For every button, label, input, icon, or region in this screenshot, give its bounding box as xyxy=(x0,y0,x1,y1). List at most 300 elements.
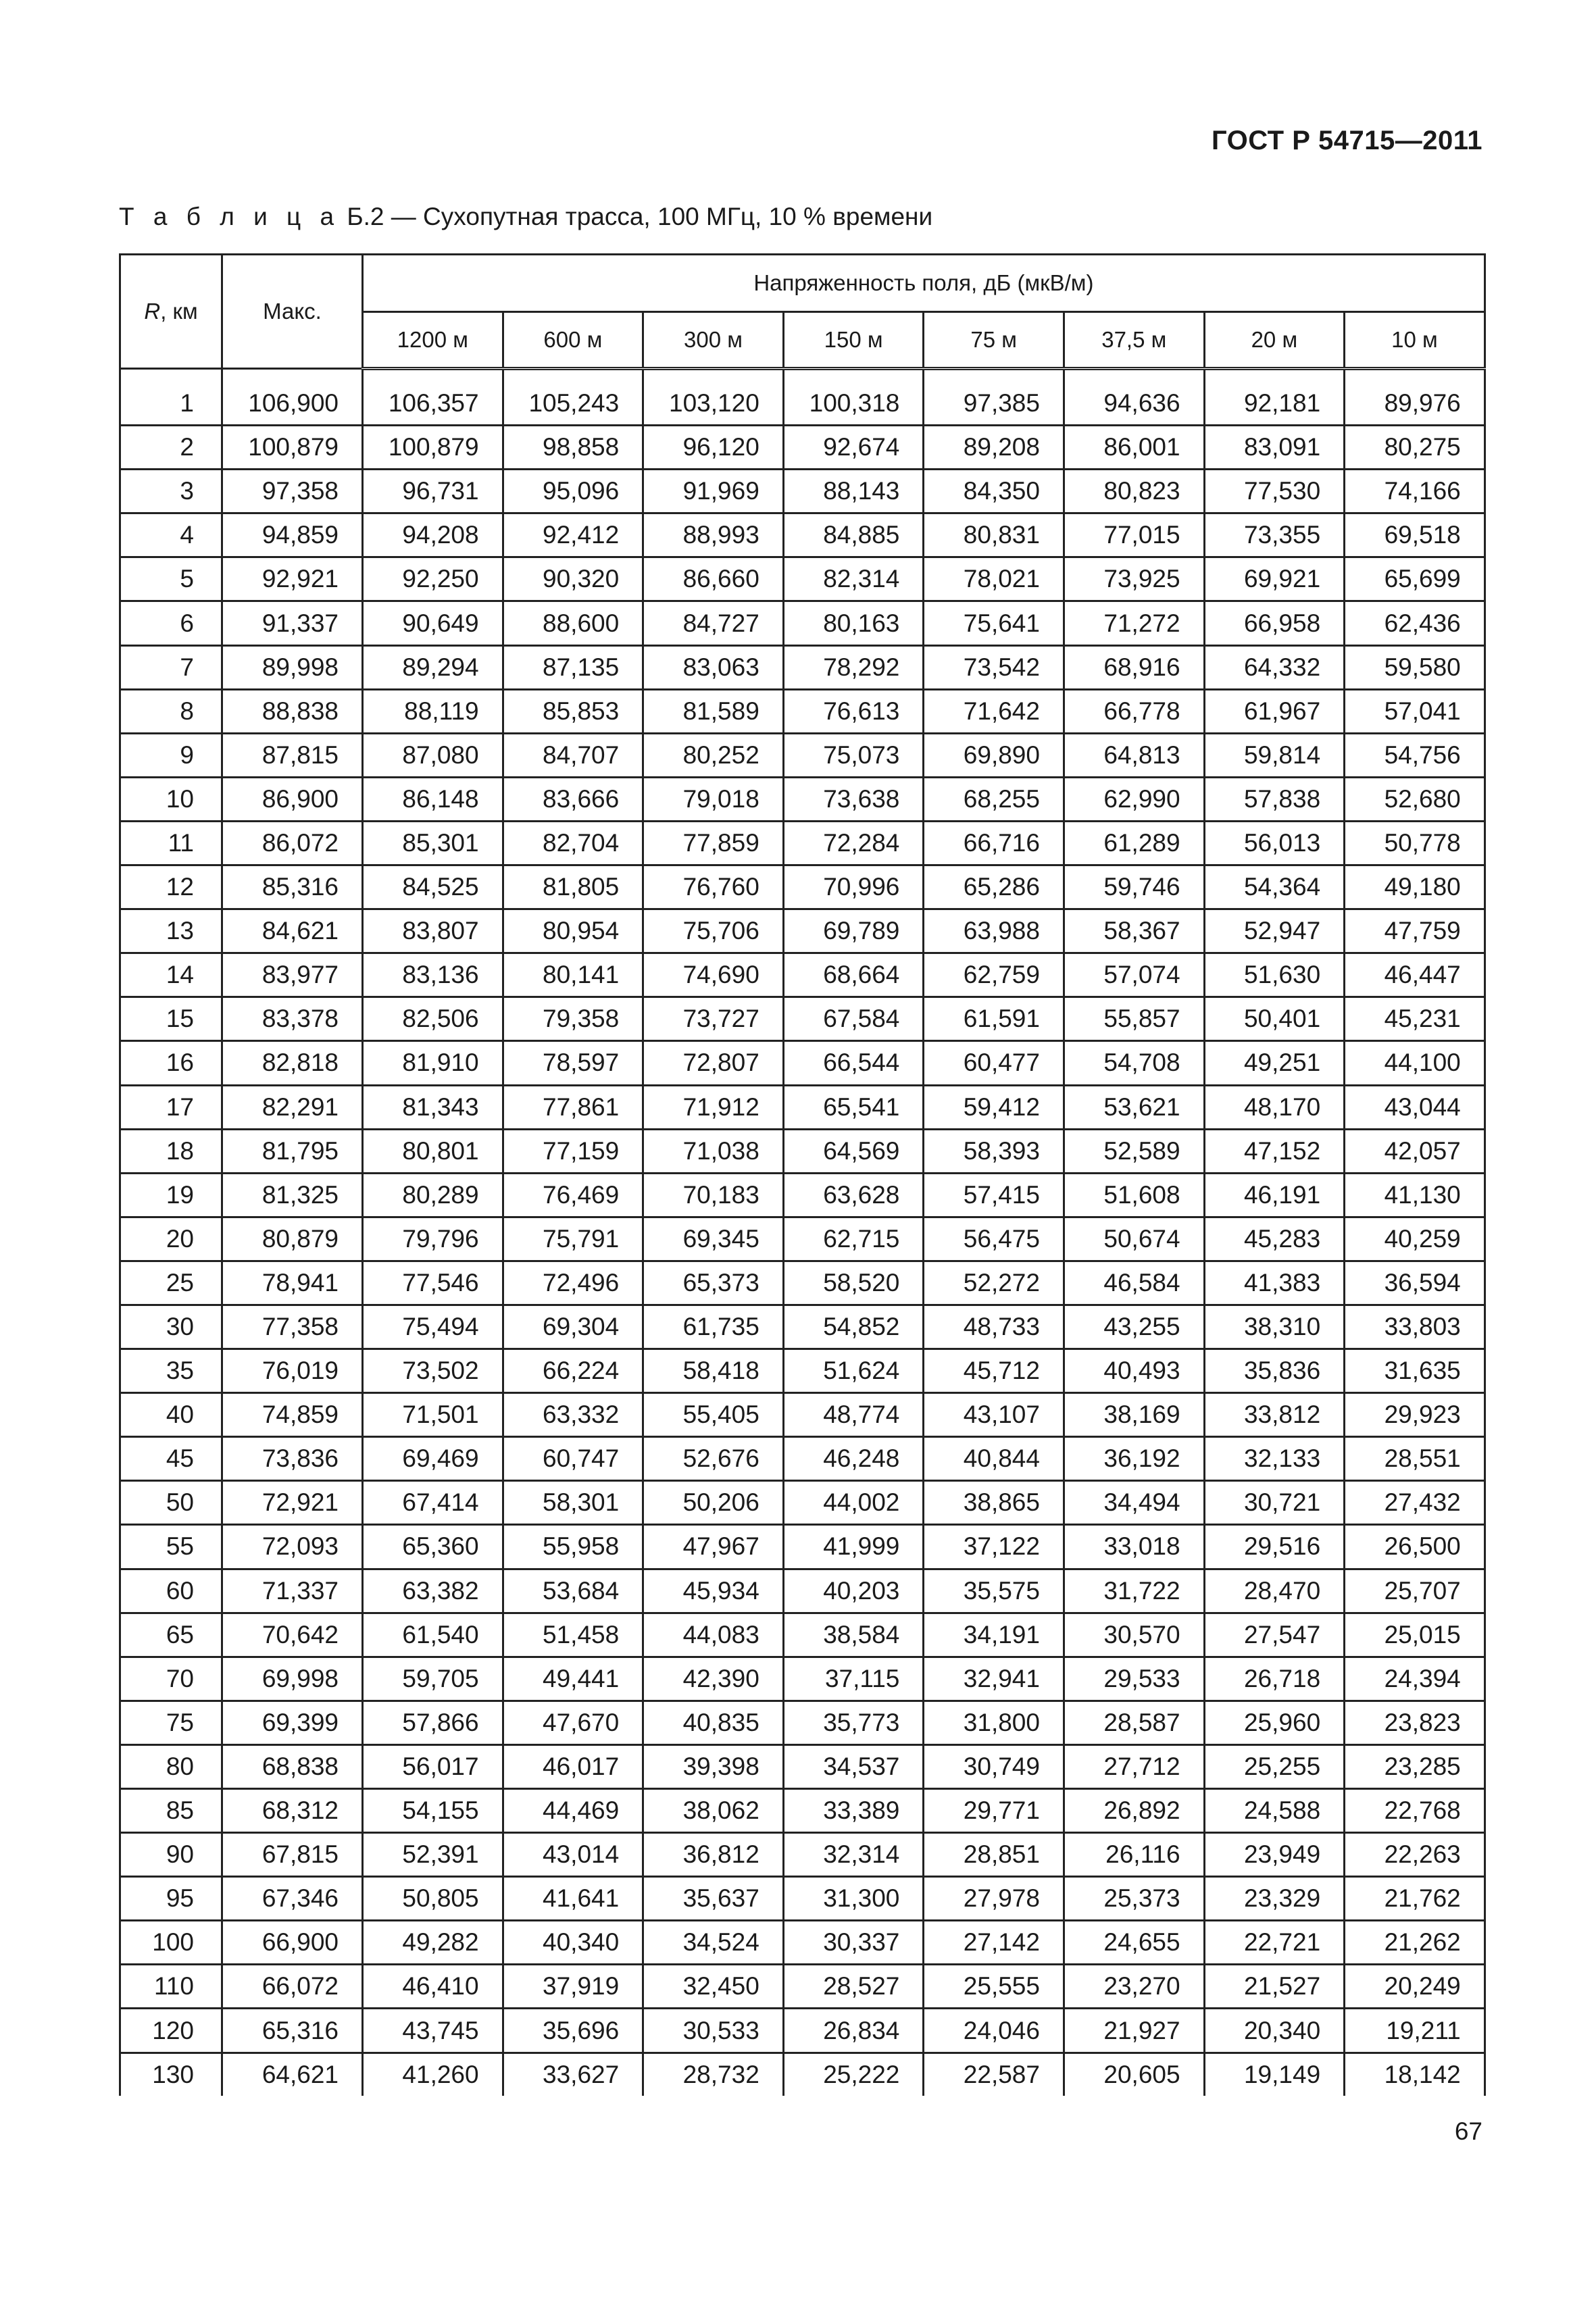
value-cell: 40,259 xyxy=(1345,1217,1485,1261)
distance-cell: 6 xyxy=(120,601,222,645)
value-cell: 86,148 xyxy=(363,777,503,821)
value-cell: 33,812 xyxy=(1204,1393,1345,1437)
value-cell: 48,170 xyxy=(1204,1085,1345,1129)
value-cell: 72,496 xyxy=(503,1261,643,1305)
value-cell: 22,768 xyxy=(1345,1789,1485,1833)
value-cell: 53,621 xyxy=(1064,1085,1204,1129)
table-row xyxy=(120,426,1485,470)
value-cell: 47,967 xyxy=(643,1525,784,1569)
value-cell: 88,600 xyxy=(503,601,643,645)
spacer-cell xyxy=(1345,369,1485,383)
value-cell: 48,733 xyxy=(924,1305,1064,1349)
max-cell: 70,642 xyxy=(222,1613,363,1657)
value-cell: 82,506 xyxy=(363,997,503,1041)
value-cell: 68,916 xyxy=(1064,645,1204,689)
distance-cell: 14 xyxy=(120,953,222,997)
value-cell: 82,314 xyxy=(783,557,924,601)
value-cell: 63,332 xyxy=(503,1393,643,1437)
value-cell: 54,756 xyxy=(1345,733,1485,777)
value-cell: 66,958 xyxy=(1204,601,1345,645)
value-cell: 35,836 xyxy=(1204,1349,1345,1393)
value-cell: 29,771 xyxy=(924,1789,1064,1833)
distance-cell: 130 xyxy=(120,2053,222,2096)
value-cell: 27,432 xyxy=(1345,1481,1485,1525)
value-cell: 41,641 xyxy=(503,1877,643,1921)
value-cell: 87,080 xyxy=(363,733,503,777)
value-cell: 58,367 xyxy=(1064,909,1204,953)
max-cell: 76,019 xyxy=(222,1349,363,1393)
value-cell: 80,289 xyxy=(363,1173,503,1217)
distance-cell: 13 xyxy=(120,909,222,953)
table-row xyxy=(120,513,1485,557)
value-cell: 57,866 xyxy=(363,1701,503,1744)
value-cell: 65,286 xyxy=(924,865,1064,909)
distance-cell: 55 xyxy=(120,1525,222,1569)
table-row xyxy=(120,1041,1485,1085)
distance-cell: 65 xyxy=(120,1613,222,1657)
value-cell: 23,329 xyxy=(1204,1877,1345,1921)
max-cell: 67,346 xyxy=(222,1877,363,1921)
spacer-cell xyxy=(643,369,784,383)
value-cell: 69,304 xyxy=(503,1305,643,1349)
table-row xyxy=(120,777,1485,821)
max-cell: 72,921 xyxy=(222,1481,363,1525)
max-cell: 64,621 xyxy=(222,2053,363,2096)
max-cell: 100,879 xyxy=(222,426,363,470)
value-cell: 64,569 xyxy=(783,1129,924,1173)
max-cell: 87,815 xyxy=(222,733,363,777)
table-row xyxy=(120,1569,1485,1613)
value-cell: 45,283 xyxy=(1204,1217,1345,1261)
value-cell: 29,923 xyxy=(1345,1393,1485,1437)
value-cell: 41,999 xyxy=(783,1525,924,1569)
value-cell: 75,641 xyxy=(924,601,1064,645)
value-cell: 74,690 xyxy=(643,953,784,997)
table-row xyxy=(120,470,1485,513)
table-row xyxy=(120,1129,1485,1173)
value-cell: 78,292 xyxy=(783,645,924,689)
value-cell: 84,707 xyxy=(503,733,643,777)
value-cell: 25,255 xyxy=(1204,1744,1345,1788)
max-cell: 66,072 xyxy=(222,1965,363,2009)
value-cell: 63,988 xyxy=(924,909,1064,953)
table-row xyxy=(120,1525,1485,1569)
value-cell: 24,655 xyxy=(1064,1921,1204,1965)
value-cell: 49,251 xyxy=(1204,1041,1345,1085)
value-cell: 81,910 xyxy=(363,1041,503,1085)
table-row xyxy=(120,1085,1485,1129)
value-cell: 77,861 xyxy=(503,1085,643,1129)
value-cell: 19,149 xyxy=(1204,2053,1345,2096)
value-cell: 79,018 xyxy=(643,777,784,821)
value-cell: 76,469 xyxy=(503,1173,643,1217)
max-cell: 81,325 xyxy=(222,1173,363,1217)
value-cell: 25,555 xyxy=(924,1965,1064,2009)
value-cell: 71,912 xyxy=(643,1085,784,1129)
value-cell: 97,385 xyxy=(924,382,1064,426)
value-cell: 58,301 xyxy=(503,1481,643,1525)
value-cell: 61,540 xyxy=(363,1613,503,1657)
max-cell: 89,998 xyxy=(222,645,363,689)
value-cell: 89,976 xyxy=(1345,382,1485,426)
header-height: 75 м xyxy=(924,312,1064,369)
header-distance-unit: , км xyxy=(160,299,198,324)
value-cell: 71,501 xyxy=(363,1393,503,1437)
value-cell: 81,589 xyxy=(643,689,784,733)
value-cell: 76,613 xyxy=(783,689,924,733)
header-spacer-row xyxy=(120,369,1485,383)
table-row xyxy=(120,1305,1485,1349)
value-cell: 31,635 xyxy=(1345,1349,1485,1393)
value-cell: 50,805 xyxy=(363,1877,503,1921)
table-row xyxy=(120,1217,1485,1261)
value-cell: 54,852 xyxy=(783,1305,924,1349)
value-cell: 41,383 xyxy=(1204,1261,1345,1305)
value-cell: 57,041 xyxy=(1345,689,1485,733)
value-cell: 55,958 xyxy=(503,1525,643,1569)
value-cell: 77,530 xyxy=(1204,470,1345,513)
value-cell: 66,224 xyxy=(503,1349,643,1393)
value-cell: 47,759 xyxy=(1345,909,1485,953)
value-cell: 47,152 xyxy=(1204,1129,1345,1173)
value-cell: 23,823 xyxy=(1345,1701,1485,1744)
value-cell: 30,533 xyxy=(643,2009,784,2053)
value-cell: 25,222 xyxy=(783,2053,924,2096)
value-cell: 69,345 xyxy=(643,1217,784,1261)
value-cell: 54,155 xyxy=(363,1789,503,1833)
value-cell: 100,318 xyxy=(783,382,924,426)
value-cell: 43,044 xyxy=(1345,1085,1485,1129)
distance-cell: 70 xyxy=(120,1657,222,1701)
value-cell: 84,350 xyxy=(924,470,1064,513)
table-row xyxy=(120,645,1485,689)
value-cell: 23,285 xyxy=(1345,1744,1485,1788)
distance-cell: 80 xyxy=(120,1744,222,1788)
value-cell: 59,412 xyxy=(924,1085,1064,1129)
field-strength-table xyxy=(119,253,1486,2096)
value-cell: 94,208 xyxy=(363,513,503,557)
value-cell: 80,831 xyxy=(924,513,1064,557)
value-cell: 31,722 xyxy=(1064,1569,1204,1613)
value-cell: 84,885 xyxy=(783,513,924,557)
distance-cell: 18 xyxy=(120,1129,222,1173)
value-cell: 41,130 xyxy=(1345,1173,1485,1217)
header-height: 1200 м xyxy=(363,312,503,369)
value-cell: 58,520 xyxy=(783,1261,924,1305)
value-cell: 37,115 xyxy=(783,1657,924,1701)
value-cell: 72,807 xyxy=(643,1041,784,1085)
distance-cell: 45 xyxy=(120,1437,222,1481)
table-row xyxy=(120,997,1485,1041)
max-cell: 77,358 xyxy=(222,1305,363,1349)
value-cell: 37,122 xyxy=(924,1525,1064,1569)
value-cell: 59,814 xyxy=(1204,733,1345,777)
value-cell: 28,732 xyxy=(643,2053,784,2096)
value-cell: 32,133 xyxy=(1204,1437,1345,1481)
value-cell: 46,410 xyxy=(363,1965,503,2009)
value-cell: 59,705 xyxy=(363,1657,503,1701)
value-cell: 77,159 xyxy=(503,1129,643,1173)
value-cell: 66,716 xyxy=(924,821,1064,865)
distance-cell: 100 xyxy=(120,1921,222,1965)
value-cell: 84,525 xyxy=(363,865,503,909)
value-cell: 26,718 xyxy=(1204,1657,1345,1701)
max-cell: 85,316 xyxy=(222,865,363,909)
distance-cell: 60 xyxy=(120,1569,222,1613)
value-cell: 83,136 xyxy=(363,953,503,997)
max-cell: 83,977 xyxy=(222,953,363,997)
value-cell: 35,637 xyxy=(643,1877,784,1921)
value-cell: 89,294 xyxy=(363,645,503,689)
value-cell: 67,584 xyxy=(783,997,924,1041)
value-cell: 27,547 xyxy=(1204,1613,1345,1657)
spacer-cell xyxy=(503,369,643,383)
value-cell: 25,015 xyxy=(1345,1613,1485,1657)
value-cell: 34,494 xyxy=(1064,1481,1204,1525)
value-cell: 81,343 xyxy=(363,1085,503,1129)
value-cell: 42,057 xyxy=(1345,1129,1485,1173)
value-cell: 40,493 xyxy=(1064,1349,1204,1393)
caption-prefix: Т а б л и ц а xyxy=(119,203,341,230)
value-cell: 40,203 xyxy=(783,1569,924,1613)
value-cell: 33,389 xyxy=(783,1789,924,1833)
value-cell: 51,624 xyxy=(783,1349,924,1393)
value-cell: 40,844 xyxy=(924,1437,1064,1481)
distance-cell: 11 xyxy=(120,821,222,865)
caption-text: Б.2 — Сухопутная трасса, 100 МГц, 10 % времени xyxy=(340,203,933,230)
value-cell: 73,727 xyxy=(643,997,784,1041)
value-cell: 91,969 xyxy=(643,470,784,513)
spacer-cell xyxy=(924,369,1064,383)
value-cell: 92,181 xyxy=(1204,382,1345,426)
value-cell: 55,405 xyxy=(643,1393,784,1437)
value-cell: 35,575 xyxy=(924,1569,1064,1613)
value-cell: 28,470 xyxy=(1204,1569,1345,1613)
table-row xyxy=(120,2053,1485,2096)
distance-cell: 17 xyxy=(120,1085,222,1129)
value-cell: 32,314 xyxy=(783,1833,924,1877)
value-cell: 27,142 xyxy=(924,1921,1064,1965)
value-cell: 35,773 xyxy=(783,1701,924,1744)
value-cell: 24,394 xyxy=(1345,1657,1485,1701)
value-cell: 21,927 xyxy=(1064,2009,1204,2053)
value-cell: 63,382 xyxy=(363,1569,503,1613)
value-cell: 38,310 xyxy=(1204,1305,1345,1349)
value-cell: 56,013 xyxy=(1204,821,1345,865)
value-cell: 64,332 xyxy=(1204,645,1345,689)
max-cell: 71,337 xyxy=(222,1569,363,1613)
value-cell: 33,627 xyxy=(503,2053,643,2096)
value-cell: 43,255 xyxy=(1064,1305,1204,1349)
value-cell: 21,762 xyxy=(1345,1877,1485,1921)
value-cell: 61,591 xyxy=(924,997,1064,1041)
value-cell: 90,649 xyxy=(363,601,503,645)
value-cell: 64,813 xyxy=(1064,733,1204,777)
value-cell: 30,570 xyxy=(1064,1613,1204,1657)
value-cell: 83,091 xyxy=(1204,426,1345,470)
distance-cell: 110 xyxy=(120,1965,222,2009)
value-cell: 44,083 xyxy=(643,1613,784,1657)
value-cell: 71,038 xyxy=(643,1129,784,1173)
value-cell: 85,853 xyxy=(503,689,643,733)
value-cell: 57,415 xyxy=(924,1173,1064,1217)
distance-cell: 30 xyxy=(120,1305,222,1349)
table-row xyxy=(120,382,1485,426)
value-cell: 47,670 xyxy=(503,1701,643,1744)
value-cell: 60,747 xyxy=(503,1437,643,1481)
value-cell: 39,398 xyxy=(643,1744,784,1788)
value-cell: 74,166 xyxy=(1345,470,1485,513)
distance-cell: 7 xyxy=(120,645,222,689)
value-cell: 80,141 xyxy=(503,953,643,997)
table-row xyxy=(120,953,1485,997)
value-cell: 21,262 xyxy=(1345,1921,1485,1965)
max-cell: 73,836 xyxy=(222,1437,363,1481)
value-cell: 50,778 xyxy=(1345,821,1485,865)
table-row xyxy=(120,1349,1485,1393)
distance-cell: 15 xyxy=(120,997,222,1041)
value-cell: 22,587 xyxy=(924,2053,1064,2096)
distance-cell: 75 xyxy=(120,1701,222,1744)
value-cell: 20,605 xyxy=(1064,2053,1204,2096)
value-cell: 24,046 xyxy=(924,2009,1064,2053)
spacer-cell xyxy=(1064,369,1204,383)
value-cell: 65,699 xyxy=(1345,557,1485,601)
distance-cell: 19 xyxy=(120,1173,222,1217)
value-cell: 71,272 xyxy=(1064,601,1204,645)
value-cell: 46,248 xyxy=(783,1437,924,1481)
max-cell: 92,921 xyxy=(222,557,363,601)
value-cell: 56,475 xyxy=(924,1217,1064,1261)
value-cell: 89,208 xyxy=(924,426,1064,470)
value-cell: 82,704 xyxy=(503,821,643,865)
table-row xyxy=(120,1393,1485,1437)
value-cell: 57,074 xyxy=(1064,953,1204,997)
value-cell: 84,727 xyxy=(643,601,784,645)
value-cell: 32,941 xyxy=(924,1657,1064,1701)
value-cell: 25,373 xyxy=(1064,1877,1204,1921)
value-cell: 23,949 xyxy=(1204,1833,1345,1877)
value-cell: 34,191 xyxy=(924,1613,1064,1657)
header-distance-symbol: R xyxy=(144,299,161,324)
table-row xyxy=(120,733,1485,777)
value-cell: 78,021 xyxy=(924,557,1064,601)
value-cell: 33,803 xyxy=(1345,1305,1485,1349)
header-distance xyxy=(120,255,222,369)
value-cell: 28,851 xyxy=(924,1833,1064,1877)
value-cell: 49,282 xyxy=(363,1921,503,1965)
value-cell: 73,502 xyxy=(363,1349,503,1393)
value-cell: 65,541 xyxy=(783,1085,924,1129)
value-cell: 52,589 xyxy=(1064,1129,1204,1173)
value-cell: 62,990 xyxy=(1064,777,1204,821)
value-cell: 69,789 xyxy=(783,909,924,953)
value-cell: 38,865 xyxy=(924,1481,1064,1525)
value-cell: 43,014 xyxy=(503,1833,643,1877)
value-cell: 51,630 xyxy=(1204,953,1345,997)
value-cell: 22,263 xyxy=(1345,1833,1485,1877)
table-row xyxy=(120,1657,1485,1701)
header-height: 300 м xyxy=(643,312,784,369)
table-row xyxy=(120,1789,1485,1833)
value-cell: 83,807 xyxy=(363,909,503,953)
max-cell: 86,900 xyxy=(222,777,363,821)
value-cell: 49,180 xyxy=(1345,865,1485,909)
value-cell: 86,001 xyxy=(1064,426,1204,470)
value-cell: 73,355 xyxy=(1204,513,1345,557)
header-height: 150 м xyxy=(783,312,924,369)
distance-cell: 8 xyxy=(120,689,222,733)
value-cell: 96,731 xyxy=(363,470,503,513)
max-cell: 94,859 xyxy=(222,513,363,557)
value-cell: 77,015 xyxy=(1064,513,1204,557)
value-cell: 70,996 xyxy=(783,865,924,909)
header-max: Макс. xyxy=(222,255,363,369)
value-cell: 69,890 xyxy=(924,733,1064,777)
value-cell: 66,544 xyxy=(783,1041,924,1085)
table-row xyxy=(120,909,1485,953)
value-cell: 51,608 xyxy=(1064,1173,1204,1217)
max-cell: 66,900 xyxy=(222,1921,363,1965)
value-cell: 96,120 xyxy=(643,426,784,470)
value-cell: 20,340 xyxy=(1204,2009,1345,2053)
table-row xyxy=(120,1481,1485,1525)
value-cell: 52,391 xyxy=(363,1833,503,1877)
value-cell: 22,721 xyxy=(1204,1921,1345,1965)
value-cell: 81,805 xyxy=(503,865,643,909)
value-cell: 85,301 xyxy=(363,821,503,865)
header-height: 37,5 м xyxy=(1064,312,1204,369)
value-cell: 54,708 xyxy=(1064,1041,1204,1085)
value-cell: 88,143 xyxy=(783,470,924,513)
spacer-cell xyxy=(222,369,363,383)
max-cell: 88,838 xyxy=(222,689,363,733)
value-cell: 20,249 xyxy=(1345,1965,1485,2009)
page-number: 67 xyxy=(1454,2117,1482,2145)
value-cell: 69,518 xyxy=(1345,513,1485,557)
value-cell: 31,300 xyxy=(783,1877,924,1921)
value-cell: 98,858 xyxy=(503,426,643,470)
value-cell: 28,587 xyxy=(1064,1701,1204,1744)
value-cell: 56,017 xyxy=(363,1744,503,1788)
max-cell: 65,316 xyxy=(222,2009,363,2053)
table-row xyxy=(120,1437,1485,1481)
value-cell: 75,706 xyxy=(643,909,784,953)
value-cell: 80,823 xyxy=(1064,470,1204,513)
table-row xyxy=(120,1921,1485,1965)
value-cell: 30,749 xyxy=(924,1744,1064,1788)
value-cell: 92,674 xyxy=(783,426,924,470)
value-cell: 21,527 xyxy=(1204,1965,1345,2009)
distance-cell: 1 xyxy=(120,382,222,426)
value-cell: 77,859 xyxy=(643,821,784,865)
value-cell: 31,800 xyxy=(924,1701,1064,1744)
value-cell: 25,960 xyxy=(1204,1701,1345,1744)
value-cell: 71,642 xyxy=(924,689,1064,733)
value-cell: 63,628 xyxy=(783,1173,924,1217)
max-cell: 84,621 xyxy=(222,909,363,953)
table-row xyxy=(120,1261,1485,1305)
distance-cell: 40 xyxy=(120,1393,222,1437)
value-cell: 80,954 xyxy=(503,909,643,953)
value-cell: 62,759 xyxy=(924,953,1064,997)
value-cell: 43,107 xyxy=(924,1393,1064,1437)
value-cell: 36,812 xyxy=(643,1833,784,1877)
max-cell: 82,291 xyxy=(222,1085,363,1129)
value-cell: 86,660 xyxy=(643,557,784,601)
value-cell: 72,284 xyxy=(783,821,924,865)
header-field-strength: Напряженность поля, дБ (мкВ/м) xyxy=(363,255,1485,312)
